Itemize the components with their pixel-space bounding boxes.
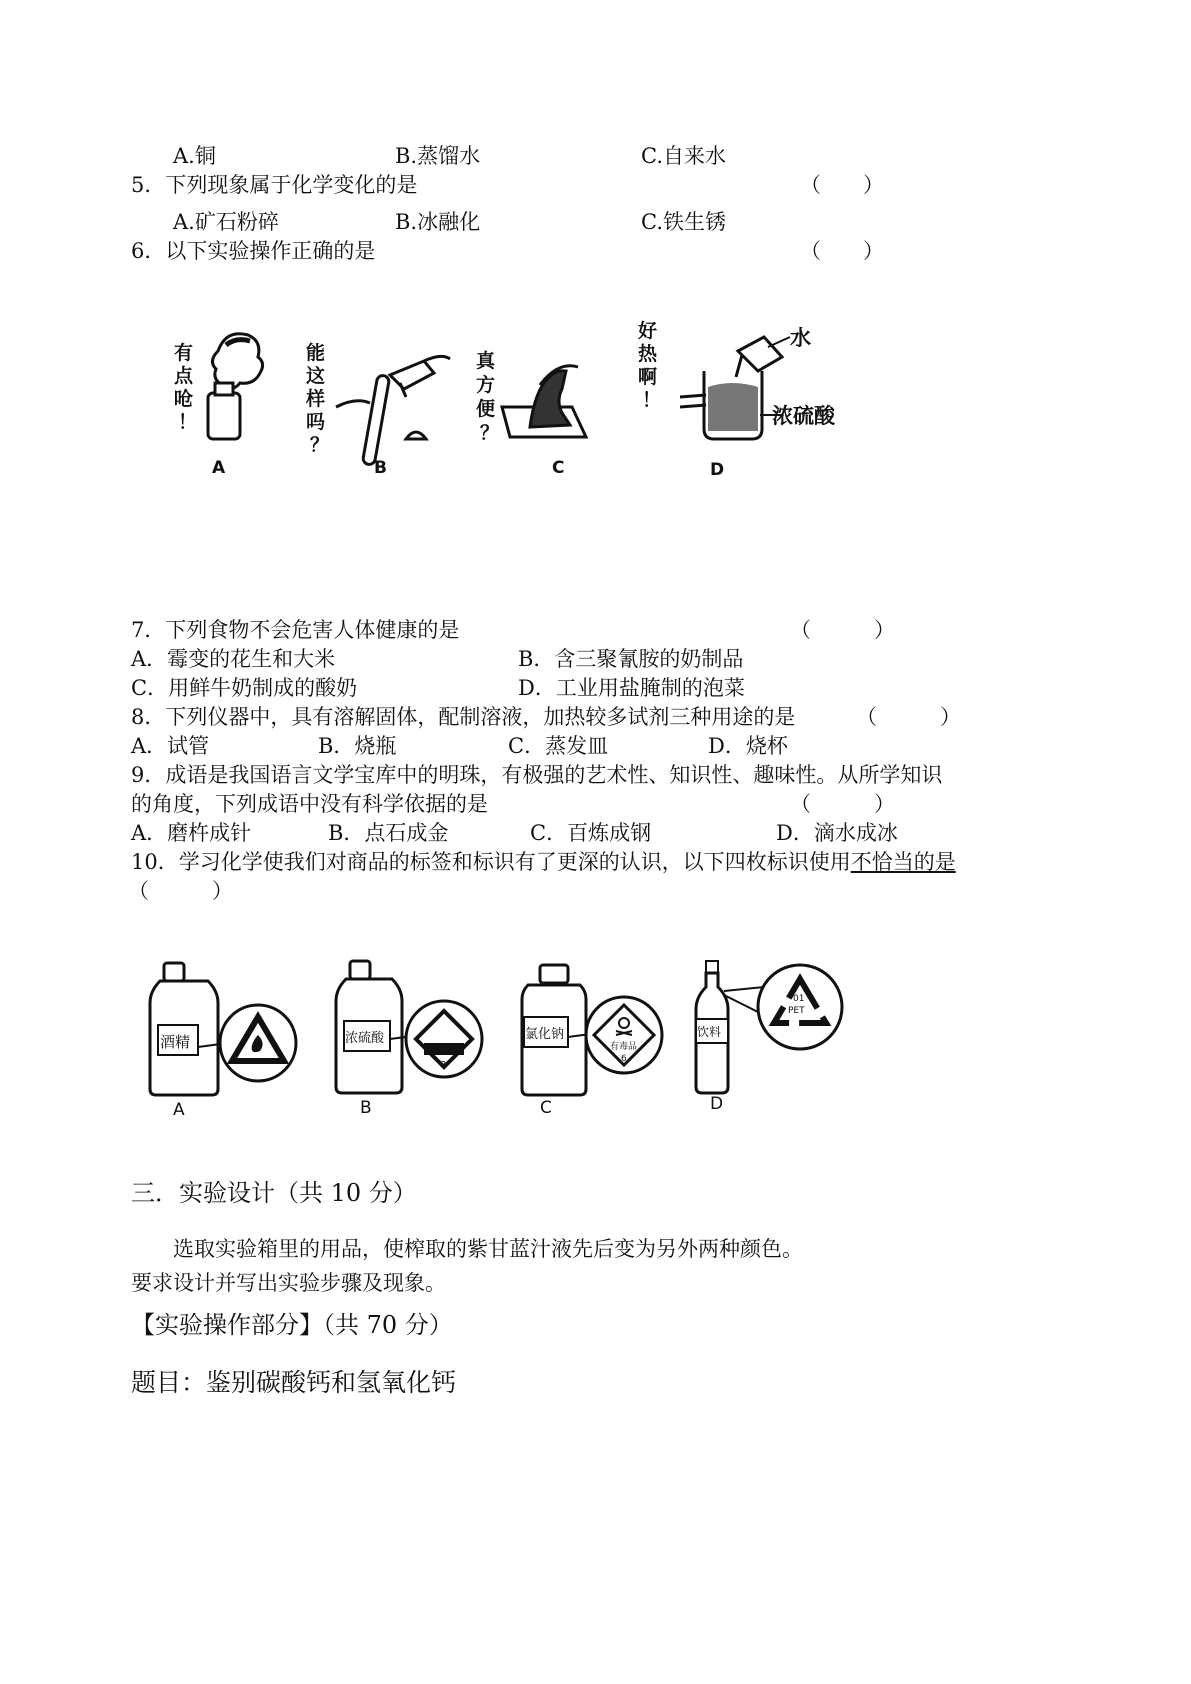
q10-b-letter: B [360,1098,372,1118]
q7-option-d: D．工业用盐腌制的泡菜 [518,676,745,700]
q6-b-letter: B [374,458,387,478]
q8-answer-paren: （ ） [856,705,961,729]
q6-stem: 6．以下实验操作正确的是 [131,239,376,263]
q10-d-letter: D [710,1094,724,1114]
q5-option-a: A.矿石粉碎 [173,210,279,234]
q10-c-bottle-label: 氯化钠 [525,1027,565,1042]
q5-option-c: C.铁生锈 [641,210,726,234]
section3-line1: 选取实验箱里的用品，使榨取的紫甘蓝汁液先后变为另外两种颜色。 [173,1237,803,1261]
q6-b-bubble-1: 这 [306,365,326,387]
q10-d-sign-text-1: 01 [793,994,805,1004]
q6-a-bottle-icon [208,393,240,439]
q10-b-bottle-label: 浓硫酸 [345,1031,385,1046]
q6-d-bubble-0: 好 [638,320,658,342]
q7-option-c: C．用鲜牛奶制成的酸奶 [131,676,358,700]
q6-d-bubble-2: 啊 [638,366,658,388]
q6-panel-b [305,341,450,478]
q6-b-bubble-2: 样 [306,388,326,410]
q9-stem-line2: 的角度，下列成语中没有科学依据的是 [131,792,488,816]
q7-answer-paren: （ ） [790,618,895,642]
q10-stem [131,849,956,875]
q10-bottle-c [522,965,662,1118]
q6-d-letter: D [710,460,725,480]
q6-b-bubble-3: 吗 [306,411,326,433]
q10-c-letter: C [540,1098,552,1118]
q9-answer-paren: （ ） [790,792,895,816]
q6-c-letter: C [552,458,565,478]
q5-option-b: B.冰融化 [395,210,481,234]
q10-d-bottle-label: 饮料 [697,1025,722,1039]
q9-option-a: A．磨杵成针 [131,821,252,845]
q10-d-sign-text-2: PET [788,1006,805,1016]
q6-c-bubble-2: 便 [476,398,496,420]
q6-c-bubble-0: 真 [476,350,496,372]
q10-c-sign-text: 有毒品 [610,1042,638,1052]
q8-option-b: B．烧瓶 [318,734,397,758]
q10-b-sign-digit: 8 [440,1060,447,1071]
q6-d-water-label: 水 [790,326,811,350]
q9-stem-line1: 9．成语是我国语言文学宝库中的明珠，有极强的艺术性、知识性、趣味性。从所学知识 [131,763,943,787]
q7-option-b: B．含三聚氰胺的奶制品 [518,647,744,671]
q10-stem-underlined: 不恰当的是 [850,850,956,874]
q6-lab-operations-figure [160,315,860,485]
q4-option-c: C.自来水 [641,144,726,168]
q6-c-bubble-3: ？ [480,422,500,444]
q6-d-bubble-3: ！ [642,389,662,411]
q6-panel-c [476,349,586,478]
q6-a-bubble-3: ！ [178,411,198,433]
q10-a-letter: A [173,1100,185,1120]
q6-d-acid-label: 浓硫酸 [772,404,835,428]
q8-option-a: A．试管 [131,734,210,758]
q9-option-c: C．百炼成钢 [530,821,652,845]
operation-heading: 【实验操作部分】（共 70 分） [131,1311,453,1339]
q10-bottle-d [696,961,842,1114]
q5-stem: 5．下列现象属于化学变化的是 [131,173,418,197]
q7-stem: 7．下列食物不会危害人体健康的是 [131,618,460,642]
q9-option-b: B．点石成金 [328,821,449,845]
q10-stem-text: 10．学习化学使我们对商品的标签和标识有了更深的认识，以下四枚标识使用 [131,850,851,874]
q8-option-c: C．蒸发皿 [508,734,609,758]
q6-panel-a [174,334,263,478]
q6-b-test-tube-icon [362,375,389,466]
q4-option-a: A.铜 [173,144,216,168]
section3-heading: 三．实验设计（共 10 分） [131,1179,417,1207]
section3-line2: 要求设计并写出实验步骤及现象。 [131,1271,446,1295]
q4-option-b: B.蒸馏水 [395,144,481,168]
q6-d-cup-icon [738,337,782,371]
topic-title: 题目：鉴别碳酸钙和氢氧化钙 [131,1368,457,1397]
q10-bottle-b [336,961,482,1118]
q6-c-hand-icon [530,371,570,427]
q6-b-bubble-0: 能 [306,342,326,364]
q6-a-bubble-2: 呛 [174,388,194,410]
q5-answer-paren: （ ） [800,173,884,197]
q6-b-stopper-icon [406,432,426,439]
q6-b-bubble-4: ？ [310,434,330,456]
q6-c-bubble-1: 方 [476,374,496,396]
q10-labels-figure [140,955,860,1125]
q6-d-bubble-1: 热 [638,343,658,365]
q9-option-d: D．滴水成冰 [776,821,898,845]
q10-answer-paren: （ ） [128,879,233,903]
q10-c-sign-digit: 6 [621,1054,627,1064]
q7-option-a: A．霉变的花生和大米 [131,647,336,671]
q10-a-bottle-label: 酒精 [160,1033,191,1051]
q8-stem: 8．下列仪器中，具有溶解固体，配制溶液，加热较多试剂三种用途的是 [131,705,796,729]
q10-bottle-a [150,963,296,1120]
q6-answer-paren: （ ） [800,239,884,263]
q6-a-letter: A [212,458,226,478]
q6-a-bubble-1: 点 [174,365,194,387]
q6-a-bubble-0: 有 [174,342,194,364]
q6-panel-d [637,319,836,480]
q8-option-d: D．烧杯 [708,734,788,758]
